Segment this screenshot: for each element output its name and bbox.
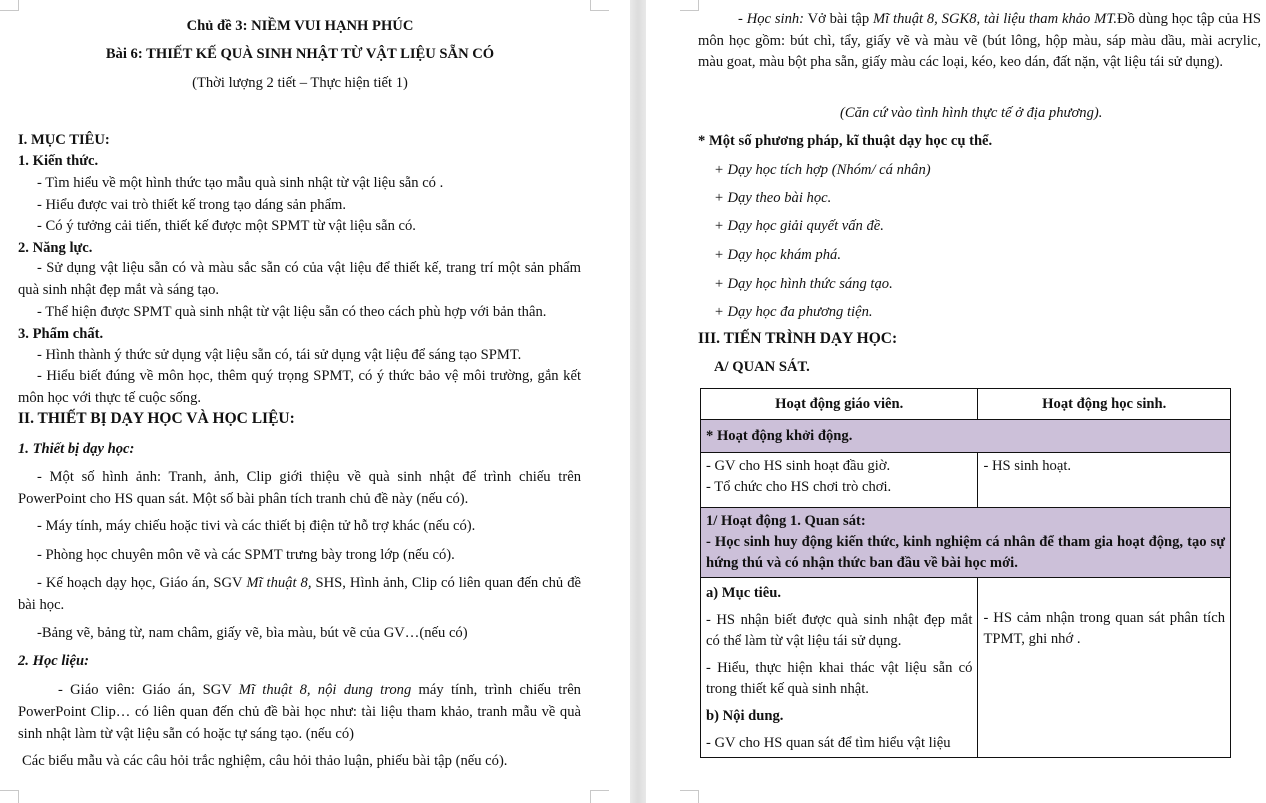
text: Đồ dùng học tập của HS môn học gồm: bút chì, tẩy, giấy vẽ và màu vẽ (bút lông, hộp màu, sáp màu dầu, mài acrylic, màu goat, màu bột pha sẵn, giấy màu các loại, kéo, keo dán, đất nặn, vật liệu tái sử dụng). (698, 11, 1261, 70)
page-corner-marker (590, 790, 609, 803)
methods-heading: * Một số phương pháp, kĩ thuật dạy học cụ thể. (698, 133, 993, 149)
content-heading: b) Nội dung. (706, 708, 784, 724)
page-corner-marker (0, 0, 19, 11)
qualities-item: - Hiểu biết đúng về môn học, thêm quý trọng SPMT, có ý thức bảo vệ môi trường, gắn kết môn học với thực tế cuộc sống. (18, 368, 581, 406)
document-page-left (0, 0, 630, 803)
page-corner-marker (680, 0, 699, 11)
activity1-cell (701, 508, 1231, 578)
method-item: + Dạy học tích hợp (Nhóm/ cá nhân) (714, 162, 931, 178)
equipment-item-plan (18, 572, 581, 616)
local-note: (Căn cứ vào tình hình thực tế ở địa phương). (840, 105, 1103, 121)
method-item: + Dạy học đa phương tiện. (714, 304, 873, 320)
objectives-teacher-cell (701, 578, 978, 758)
method-item: + Dạy học giải quyết vấn đề. (714, 218, 884, 234)
page-gutter (630, 0, 646, 803)
table-row (701, 453, 1231, 508)
method-item: + Dạy học hình thức sáng tạo. (714, 276, 893, 292)
subheading-materials: 2. Học liệu: (18, 653, 89, 669)
student-materials (698, 9, 1261, 74)
equipment-item-board: -Bảng vẽ, bảng từ, nam châm, giấy vẽ, bìa màu, bút vẽ của GV…(nếu có) (37, 625, 468, 641)
cell-line: - Tổ chức cho HS chơi trò chơi. (706, 479, 892, 495)
knowledge-item: - Có ý tưởng cải tiến, thiết kế được một SPMT từ vật liệu sẵn có. (37, 218, 416, 234)
equipment-item: - Một số hình ảnh: Tranh, ảnh, Clip giới thiệu về quà sinh nhật để trình chiếu trên PowerPoint cho HS quan sát. Một số bài phân tích tranh chủ đề này (nếu có). (18, 469, 581, 507)
topic-title: Chủ đề 3: NIỀM VUI HẠNH PHÚC (186, 18, 414, 34)
subheading-teaching-equipment: 1. Thiết bị dạy học: (18, 441, 135, 457)
table-header-row (701, 389, 1231, 420)
cell-line: - GV cho HS sinh hoạt đầu giờ. (706, 458, 891, 474)
section-heading-objectives: I. MỤC TIÊU: (18, 132, 110, 148)
method-item: + Dạy học khám phá. (714, 247, 841, 263)
method-item: + Dạy theo bài học. (714, 190, 832, 206)
section-heading-process: III. TIẾN TRÌNH DẠY HỌC: (698, 330, 898, 347)
competence-item: - Thể hiện được SPMT quà sinh nhật từ vật liệu sẵn có theo cách phù hợp với bản thân. (37, 304, 547, 320)
duration-note: (Thời lượng 2 tiết – Thực hiện tiết 1) (192, 75, 408, 91)
header-student-activity: Hoạt động học sinh. (978, 389, 1231, 420)
table-row-activity1 (701, 508, 1231, 578)
subheading-observe: A/ QUAN SÁT. (714, 359, 810, 375)
table-row-warmup-title (701, 420, 1231, 453)
page-corner-marker (590, 0, 609, 11)
knowledge-item: - Hiểu được vai trò thiết kế trong tạo dáng sản phẩm. (37, 197, 347, 213)
objectives-student-cell (978, 578, 1231, 758)
text: Vở bài tập (804, 11, 874, 27)
text-italic: Mĩ thuật 8, nội dung trong (238, 682, 412, 698)
subheading-competence: 2. Năng lực. (18, 240, 93, 256)
warmup-student-cell: - HS sinh hoạt. (978, 453, 1231, 508)
spacer (983, 581, 1225, 608)
section-heading-equipment: II. THIẾT BỊ DẠY HỌC VÀ HỌC LIỆU: (18, 410, 295, 427)
cell-line: - GV cho HS quan sát để tìm hiểu vật liệu (706, 735, 951, 751)
subheading-qualities: 3. Phẩm chất. (18, 326, 104, 342)
competence-item: - Sử dụng vật liệu sẵn có và màu sắc sẵn có của vật liệu để thiết kế, trang trí một sản phẩm quà sinh nhật đẹp mắt và sáng tạo. (18, 260, 581, 298)
activity-table (700, 388, 1231, 758)
objectives-heading: a) Mục tiêu. (706, 585, 781, 601)
activity1-desc: - Học sinh huy động kiến thức, kinh nghiệm cá nhân để tham gia hoạt động, tạo sự hứng thú và có nhận thức ban đầu về bài học mới. (706, 534, 1225, 571)
text: máy tính, trình chiếu trên PowerPoint Clip… có liên quan đến chủ đề bài học như: tài liệu tham khảo, tranh mẫu về quà sinh nhật làm từ vật liệu sẵn có hoặc tự sáng tạo. (nếu có) (18, 682, 581, 742)
equipment-item: - Phòng học chuyên môn vẽ và các SPMT trưng bày trong lớp (nếu có). (37, 547, 455, 563)
text: - Kế hoạch dạy học, Giáo án, SGV (37, 575, 247, 591)
warmup-teacher-cell (701, 453, 978, 508)
subheading-knowledge: 1. Kiến thức. (18, 153, 99, 169)
lesson-title: Bài 6: THIẾT KẾ QUÀ SINH NHẬT TỪ VẬT LIỆU SẴN CÓ (105, 46, 495, 62)
cell-line: - HS nhận biết được quà sinh nhật đẹp mắt có thể làm từ vật liệu tái sử dụng. (706, 612, 973, 649)
text-italic: Mĩ thuật 8, (246, 575, 312, 591)
text-italic: Mĩ thuật 8, SGK8, tài liệu tham khảo MT. (873, 11, 1118, 27)
activity1-title: 1/ Hoạt động 1. Quan sát: (706, 513, 866, 529)
warmup-title: * Hoạt động khởi động. (701, 420, 1231, 453)
materials-forms: Các biểu mẫu và các câu hỏi trắc nghiệm, câu hỏi thảo luận, phiếu bài tập (nếu có). (22, 753, 508, 769)
page-corner-marker (680, 790, 699, 803)
knowledge-item: - Tìm hiểu về một hình thức tạo mẫu quà sinh nhật từ vật liệu sẵn có . (37, 175, 444, 191)
header-teacher-activity: Hoạt động giáo viên. (701, 389, 978, 420)
text-italic: - Học sinh: (738, 11, 805, 27)
document-page-right (646, 0, 1266, 803)
text: - Giáo viên: Giáo án, SGV (58, 682, 239, 698)
equipment-item: - Máy tính, máy chiếu hoặc tivi và các thiết bị điện tử hỗ trợ khác (nếu có). (37, 518, 476, 534)
materials-teacher (18, 679, 581, 745)
qualities-item: - Hình thành ý thức sử dụng vật liệu sẵn có, tái sử dụng vật liệu để sáng tạo SPMT. (37, 347, 522, 363)
page-corner-marker (0, 790, 19, 803)
table-row (701, 578, 1231, 758)
cell-line: - Hiểu, thực hiện khai thác vật liệu sẵn có trong thiết kế quà sinh nhật. (706, 660, 973, 697)
text: SHS, Hình ảnh, Clip có liên quan đến chủ đề bài học. (18, 575, 581, 613)
cell-line: - HS cảm nhận trong quan sát phân tích TPMT, ghi nhớ . (983, 610, 1225, 647)
